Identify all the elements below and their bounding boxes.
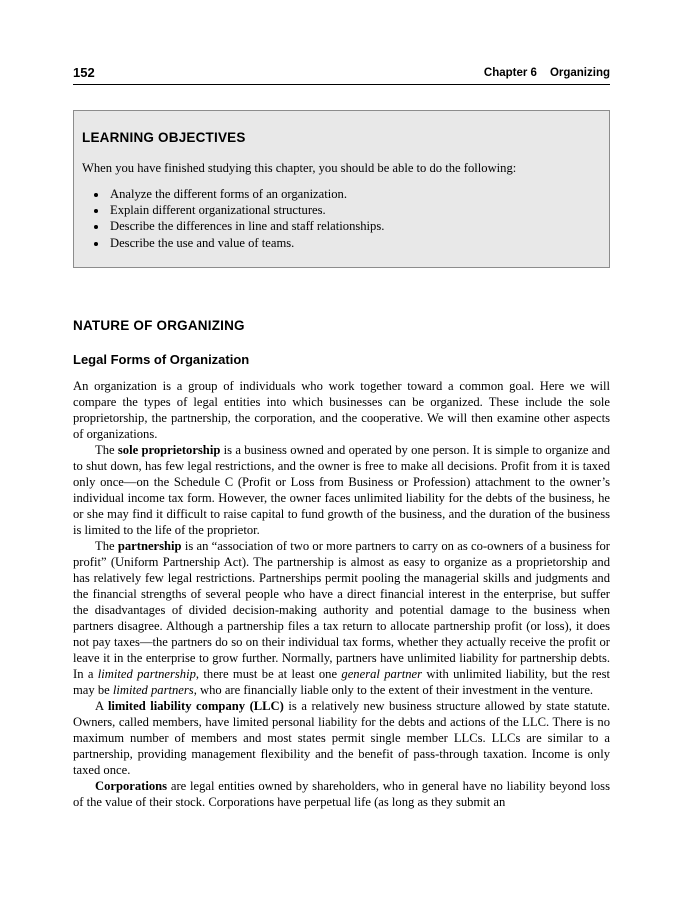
objectives-title: LEARNING OBJECTIVES — [82, 130, 246, 145]
objectives-list — [82, 186, 595, 251]
learning-objectives-box — [73, 110, 610, 268]
page-header — [73, 66, 610, 80]
section-heading: NATURE OF ORGANIZING — [73, 317, 245, 333]
objective-item: • Describe the differences in line and staff relationships. — [108, 218, 595, 234]
paragraph — [73, 442, 610, 538]
subsection-heading: Legal Forms of Organization — [73, 351, 250, 367]
objective-item: • Explain different organizational structures. — [108, 202, 595, 218]
text-run: , there must be at least one — [195, 666, 342, 681]
italic-term: limited partnership — [97, 666, 196, 681]
bold-term: partnership — [117, 538, 182, 553]
text-run: is an “association of two or more partners to carry on as co-owners of a business for profit” (Uniform Partnership Act). The partnership is almost as easy to organize as a proprietorship and has relatively few legal restrictions. Partnerships permit pooling the managerial skills and judgments and the financial strengths of several people who have a direct financial interest in the enterprise, but suffer the disadvantages of divided decision-making authority and potential damage to the business when partners disagree. Although a partnership files a tax return to allocate partnership profit (or loss), it does not pay taxes—the partners do so on their individual tax forms, whether they actually receive the profit or leave it in the enterprise to grow further. Normally, partners have unlimited liability for partnership debts. In a — [73, 538, 610, 681]
paragraph — [73, 778, 610, 810]
text-run: are legal entities owned by shareholders, who in general have no liability beyond loss of the value of their stock. Corporations have perpetual life (as long as they submit an — [73, 778, 610, 809]
chapter-header — [484, 67, 610, 80]
text-run: is a relatively new business structure allowed by state statute. Owners, called members, have limited personal liability for the debts and actions of the LLC. There is no maximum number of members and most states permit single member LLCs. LLCs are similar to a partnership, providing management flexibility and the benefit of pass-through taxation. Income is only taxed once. — [73, 698, 610, 777]
text-run: A — [95, 698, 108, 713]
objectives-intro: When you have finished studying this chapter, you should be able to do the following: — [82, 161, 517, 175]
chapter-label: Chapter 6 — [483, 67, 537, 79]
body-text — [73, 378, 610, 810]
chapter-title: Organizing — [549, 67, 610, 79]
text-run: The — [95, 538, 118, 553]
bold-term: Corporations — [95, 778, 168, 793]
bold-term: limited liability company (LLC) — [107, 698, 284, 713]
text-run: is a business owned and operated by one person. It is simple to organize and to shut down, has few legal restrictions, and the owner is free to make all decisions. Profit from it is taxed only once—on the Schedule C (Profit or Loss from Business or Profession) attachment to the owner’s individual income tax form. However, the owner faces unlimited liability for the debts of the business, he or she may find it difficult to raise capital to fund growth of the business, and the duration of the business is limited to the life of the proprietor. — [73, 442, 610, 537]
header-rule — [73, 84, 610, 85]
paragraph — [73, 538, 610, 698]
text-run: An organization is a group of individuals who work together toward a common goal. Here we will compare the types of legal entities into which businesses can be organized. These include the sole proprietorship, the partnership, the corporation, and the cooperative. We will then examine other aspects of organizations. — [73, 378, 610, 441]
bold-term: sole proprietorship — [117, 442, 221, 457]
page-number: 152 — [73, 65, 95, 80]
objective-item: • Analyze the different forms of an organization. — [108, 186, 595, 202]
italic-term: general partner — [341, 666, 423, 681]
text-run: The — [95, 442, 118, 457]
text-run: , who are financially liable only to the extent of their investment in the venture. — [193, 682, 594, 697]
paragraph — [73, 378, 610, 442]
italic-term: limited partners — [112, 682, 194, 697]
paragraph — [73, 698, 610, 778]
text-run: with unlimited liability, but the rest may be — [73, 666, 610, 697]
objective-item: • Describe the use and value of teams. — [108, 235, 595, 251]
